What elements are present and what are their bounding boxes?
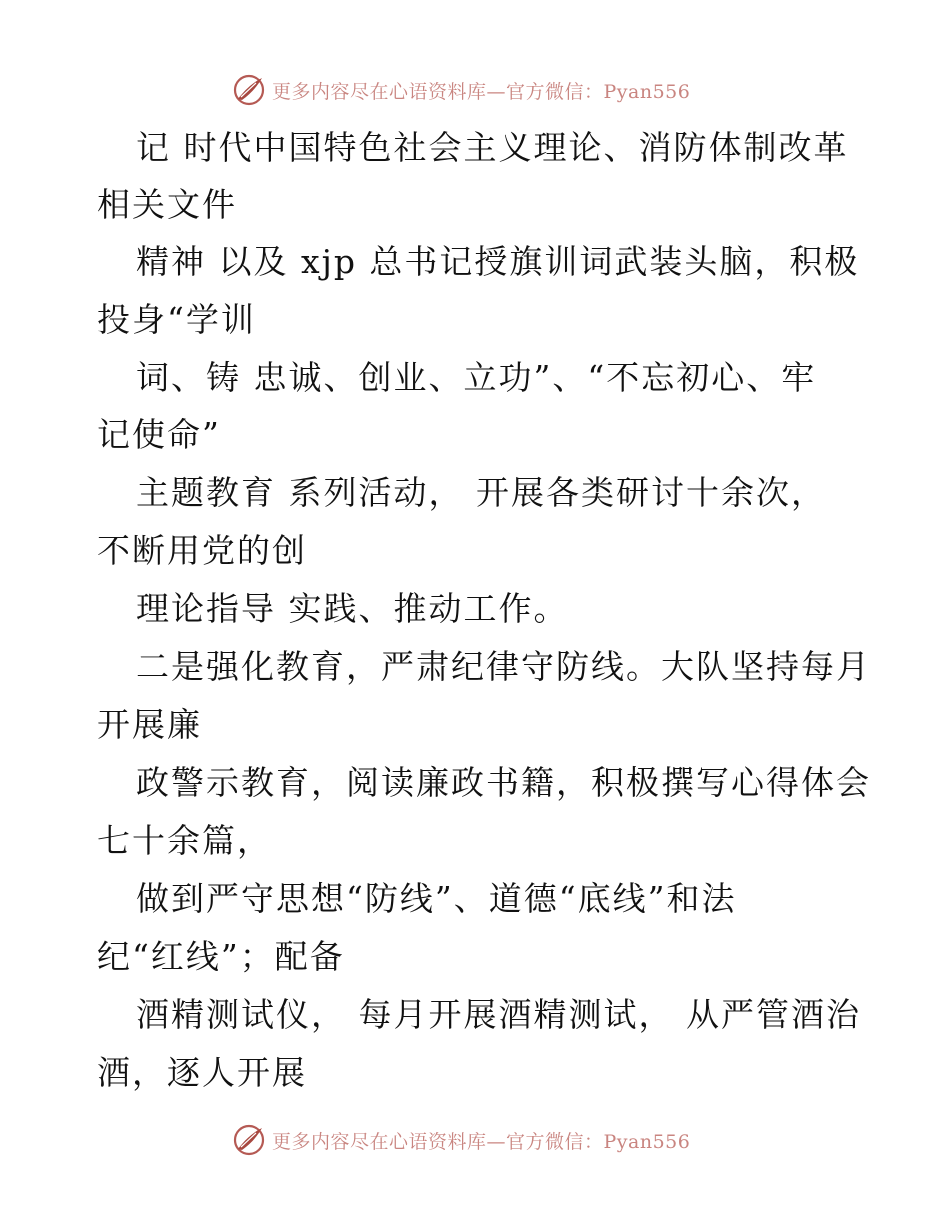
text-line: 酒精测试仪， 每月开展酒精测试， 从严管酒治: [136, 995, 861, 1034]
text-line: 酒，逐人开展: [97, 1053, 307, 1092]
text-line: 开展廉: [97, 705, 202, 744]
text-line: 二是强化教育，严肃纪律守防线。大队坚持每月: [136, 647, 871, 686]
text-line: 相关文件: [97, 185, 237, 224]
watermark-text: 更多内容尽在心语资料库—官方微信：Pyan556: [272, 80, 691, 103]
quill-logo-icon: [232, 1123, 266, 1157]
text-line: 纪“红线”；配备: [97, 937, 345, 976]
text-line: 不断用党的创: [97, 531, 307, 570]
text-line: 七十余篇，: [97, 821, 272, 860]
header-watermark: [232, 70, 712, 110]
text-line: 记 时代中国特色社会主义理论、消防体制改革: [136, 128, 849, 167]
quill-logo-icon: [232, 73, 266, 107]
text-line: 词、铸 忠诚、创业、立功”、“不忘初心、牢: [136, 358, 817, 397]
text-line: 主题教育 系列活动， 开展各类研讨十余次，: [136, 473, 826, 512]
text-line: 投身“学训: [97, 300, 256, 339]
text-line: 政警示教育，阅读廉政书籍，积极撰写心得体会: [136, 763, 871, 802]
text-line: 记使命”: [97, 415, 221, 454]
text-line: 理论指导 实践、推动工作。: [136, 589, 569, 628]
footer-watermark: [232, 1120, 712, 1160]
text-line: 做到严守思想“防线”、道德“底线”和法: [136, 879, 737, 918]
watermark-text: 更多内容尽在心语资料库—官方微信：Pyan556: [272, 1130, 691, 1153]
text-line: 精神 以及 xjp 总书记授旗训词武装头脑，积极: [136, 242, 860, 281]
